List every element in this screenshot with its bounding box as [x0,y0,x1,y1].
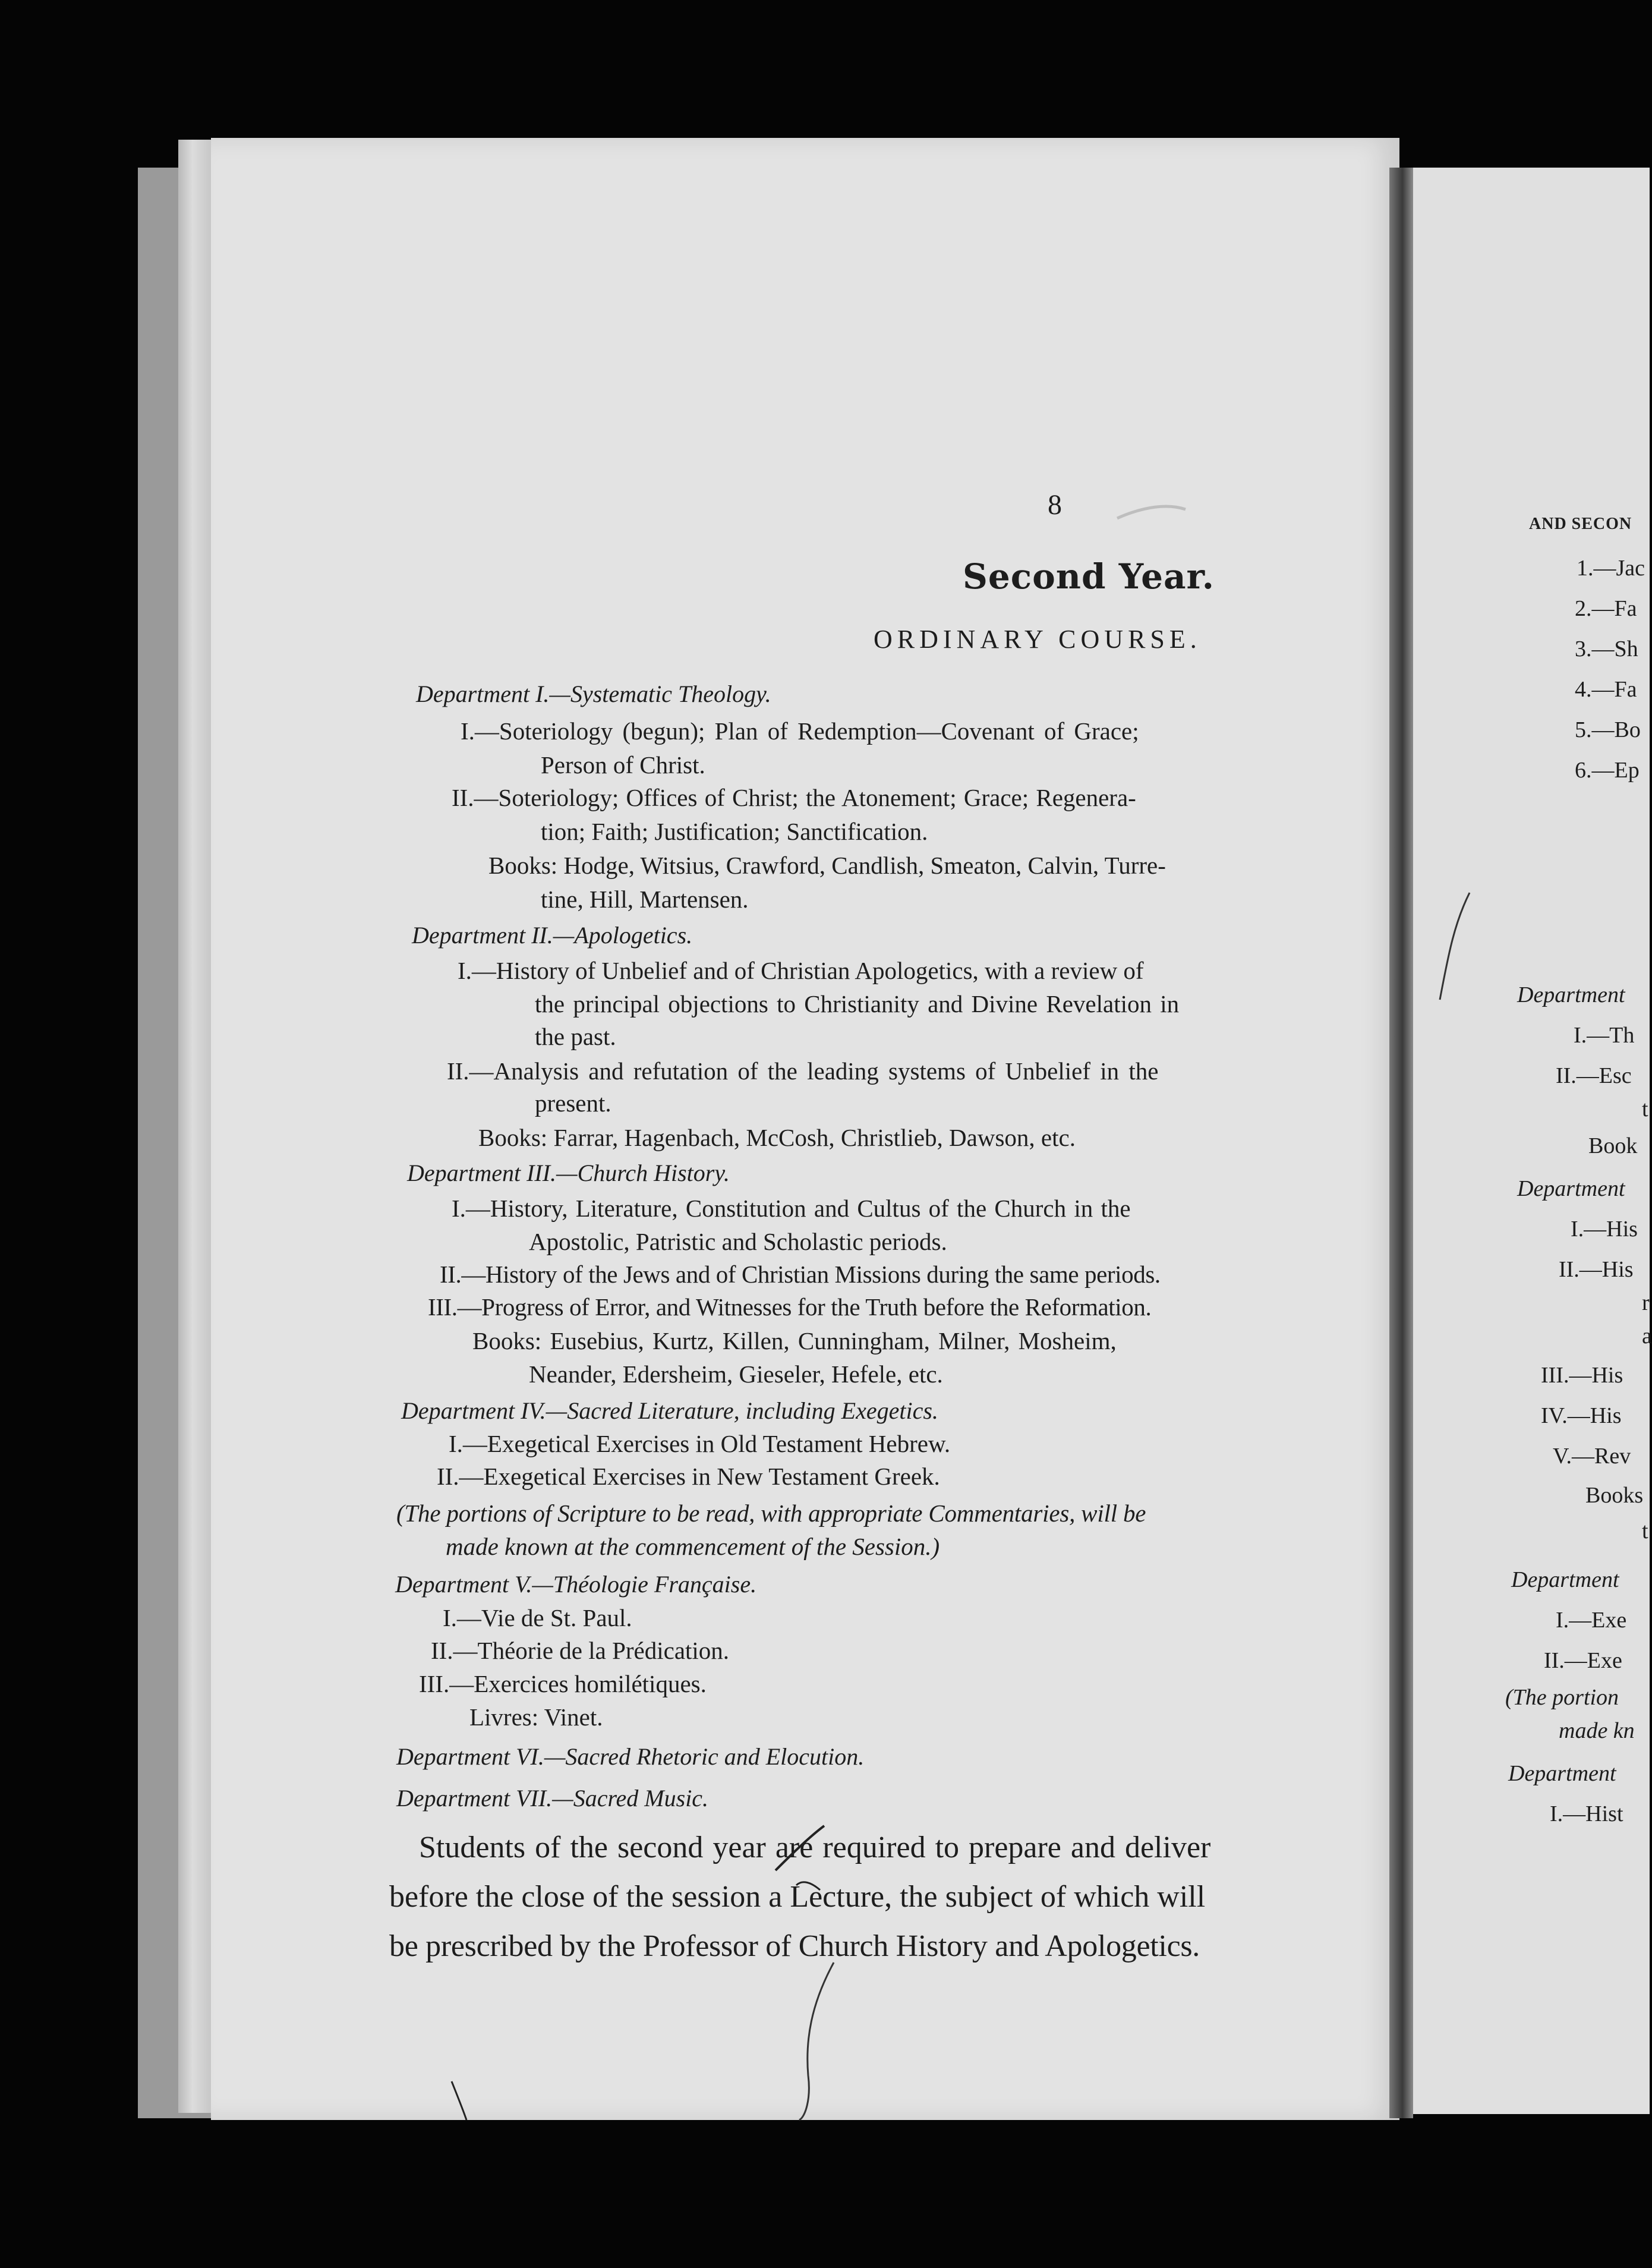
department-2-line: the past. [535,1023,616,1050]
department-5-title: Department V.—Théologie Française. [395,1571,757,1598]
department-5-books: Livres: Vinet. [469,1703,603,1731]
department-6-title: Department VI.—Sacred Rhetoric and Elocution. [396,1743,865,1770]
department-3-line: II.—History of the Jews and of Christian Missions during the same periods. [440,1261,1161,1288]
page-heading: Second Year. [963,556,1215,597]
right-page-fragment: AND SECON [1529,515,1632,533]
department-2-line: II.—Analysis and refutation of the leading systems of Unbelief in the [447,1057,1159,1085]
department-1-line: II.—Soteriology; Offices of Christ; the Atonement; Grace; Regenera- [452,784,1136,811]
department-3-title: Department III.—Church History. [407,1160,730,1186]
right-page-fragment: made kn [1559,1718,1635,1743]
department-3-books: Neander, Edersheim, Gieseler, Hefele, etc. [529,1360,943,1388]
department-3-line: Apostolic, Patristic and Scholastic periods. [529,1228,947,1255]
department-2-title: Department II.—Apologetics. [412,922,693,949]
right-page-fragment: I.—Exe [1556,1608,1627,1633]
department-4-line: I.—Exegetical Exercises in Old Testament Hebrew. [449,1430,951,1457]
right-page-fragment: 6.—Ep [1575,758,1640,783]
closing-paragraph-line: Students of the second year are required to prepare and deliver [419,1831,1211,1864]
right-page-fragment: r [1642,1290,1650,1315]
pencil-marks-right [1413,168,1650,2114]
pencil-marks [211,138,1399,2120]
right-page-fragment: Books [1585,1483,1644,1508]
right-page-fragment: 3.—Sh [1575,637,1638,662]
department-4-title: Department IV.—Sacred Literature, including Exegetics. [401,1397,938,1424]
department-1-books: tine, Hill, Martensen. [541,886,749,913]
department-3-line: III.—Progress of Error, and Witnesses for the Truth before the Reformation. [428,1293,1152,1321]
right-page-fragment: 5.—Bo [1575,717,1641,742]
closing-paragraph-line: be prescribed by the Professor of Church History and Apologetics. [389,1929,1200,1963]
department-1-books: Books: Hodge, Witsius, Crawford, Candlish, Smeaton, Calvin, Turre- [488,852,1166,879]
closing-paragraph-line: before the close of the session a Lecture, the subject of which will [389,1880,1206,1914]
department-5-line: I.—Vie de St. Paul. [443,1604,632,1631]
right-page-fragment: V.—Rev [1553,1444,1631,1469]
right-page-fragment: I.—Th [1574,1023,1635,1048]
right-page-fragment: II.—Exe [1544,1648,1622,1673]
department-7-title: Department VII.—Sacred Music. [396,1785,709,1812]
page-stack-edge [178,140,214,2113]
right-page-fragment: t [1642,1519,1648,1544]
department-1-line: I.—Soteriology (begun); Plan of Redemption—Covenant of Grace; [461,717,1139,745]
right-page-fragment: Department [1517,1176,1625,1201]
department-1-line: tion; Faith; Justification; Sanctification. [541,818,928,845]
department-5-line: II.—Théorie de la Prédication. [431,1637,730,1664]
right-page-fragment: III.—His [1541,1363,1623,1388]
right-page-fragment: Department [1511,1567,1619,1592]
department-2-line: I.—History of Unbelief and of Christian Apologetics, with a review of [458,957,1144,984]
right-page-fragment: I.—His [1571,1217,1638,1242]
right-page-fragment: Department [1508,1761,1616,1786]
department-2-line: present. [535,1089,611,1117]
right-page-partial [1413,168,1650,2114]
page-number: 8 [1048,489,1062,521]
right-page-fragment: IV.—His [1541,1403,1622,1428]
right-page-fragment: Department [1517,982,1625,1007]
department-1-line: Person of Christ. [541,751,705,779]
page-subheading: ORDINARY COURSE. [874,625,1202,654]
right-page-fragment: Book [1588,1133,1638,1158]
right-page-fragment: II.—Esc [1556,1063,1632,1088]
right-page-fragment: 4.—Fa [1575,677,1637,702]
department-2-books: Books: Farrar, Hagenbach, McCosh, Christlieb, Dawson, etc. [478,1124,1076,1151]
right-page-fragment: II.—His [1559,1257,1634,1282]
right-page-fragment: (The portion [1505,1685,1619,1710]
right-page-fragment: t [1642,1097,1648,1122]
right-page-fragment: a [1642,1324,1652,1349]
right-page-fragment: 2.—Fa [1575,596,1637,621]
left-page [211,138,1399,2120]
right-page-fragment: I.—Hist [1550,1801,1623,1826]
department-2-line: the principal objections to Christianity and Divine Revelation in [535,990,1180,1018]
department-4-note: (The portions of Scripture to be read, with appropriate Commentaries, will be [396,1500,1146,1527]
department-3-line: I.—History, Literature, Constitution and Cultus of the Church in the [452,1195,1131,1222]
department-4-note: made known at the commencement of the Session.) [446,1533,940,1560]
department-3-books: Books: Eusebius, Kurtz, Killen, Cunningham, Milner, Mosheim, [472,1327,1117,1354]
book-gutter [1389,168,1413,2118]
department-5-line: III.—Exercices homilétiques. [419,1670,707,1697]
department-1-title: Department I.—Systematic Theology. [416,681,771,707]
right-page-fragment: 1.—Jac [1577,556,1645,581]
department-4-line: II.—Exegetical Exercises in New Testament Greek. [437,1463,940,1490]
